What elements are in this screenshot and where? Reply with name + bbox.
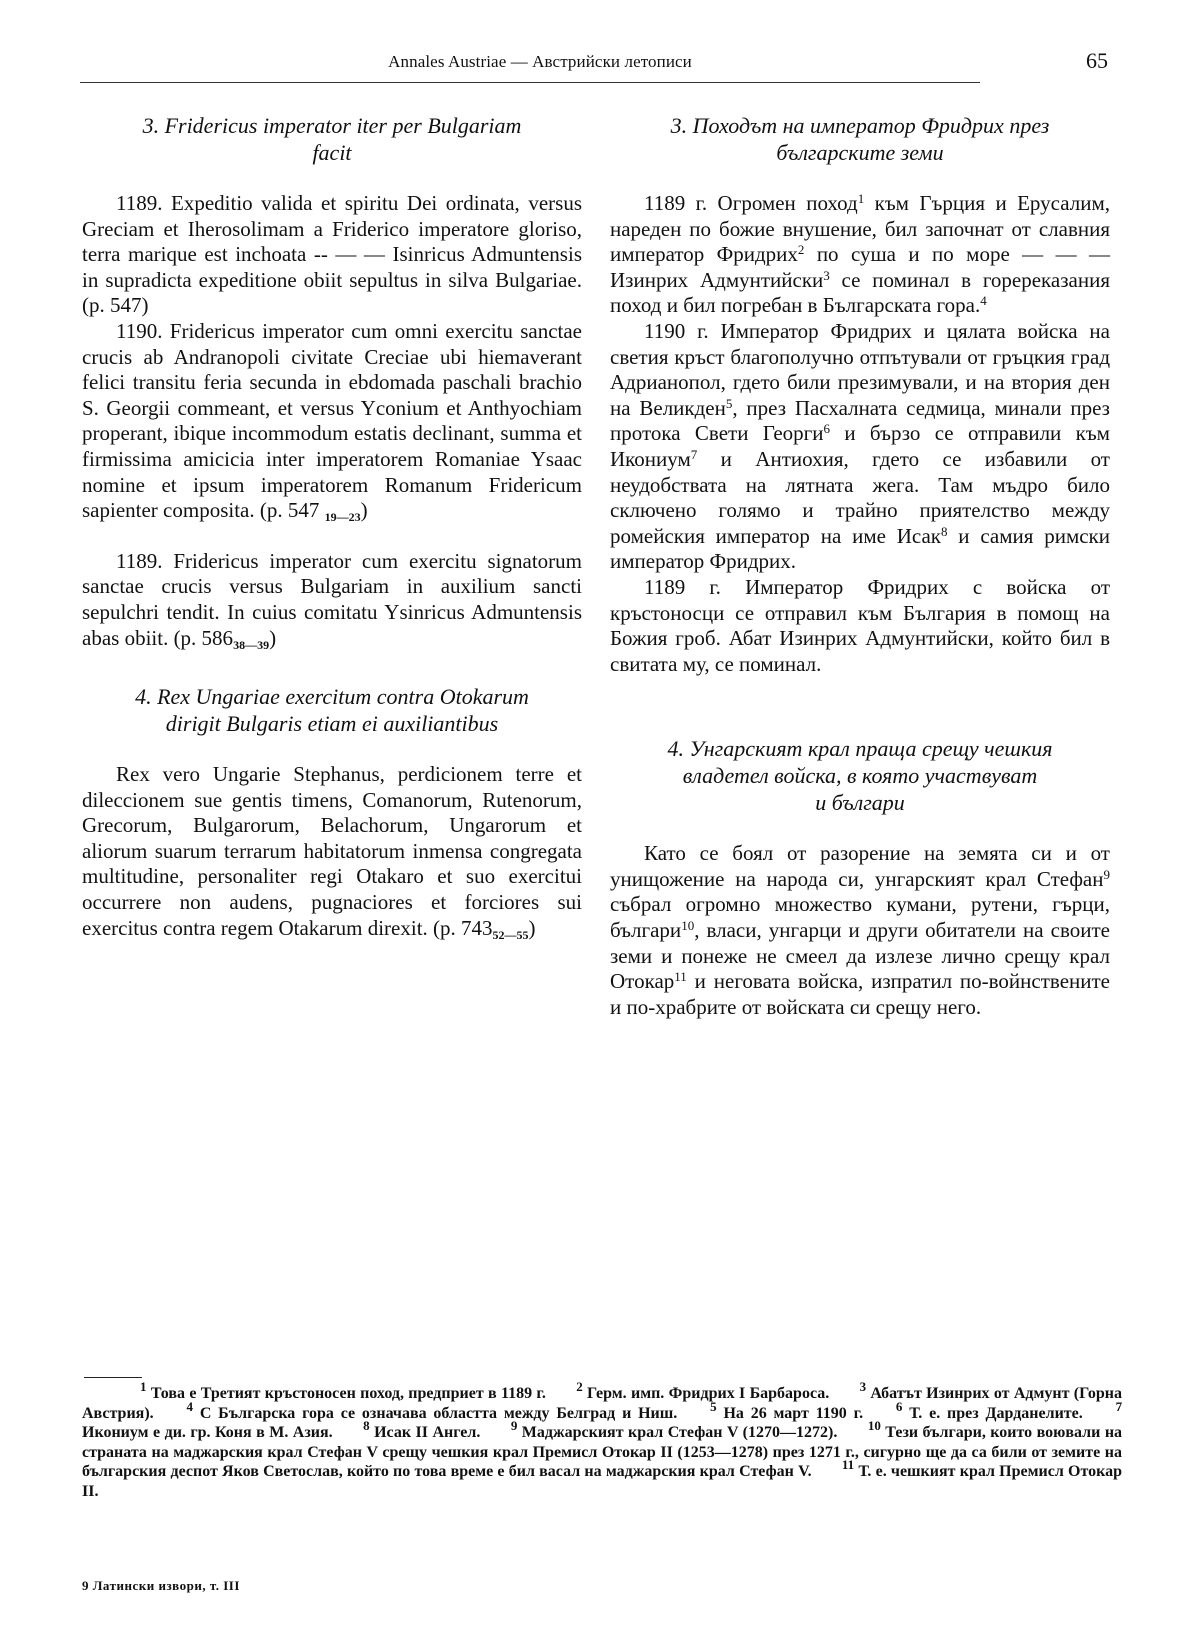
footnote-ref[interactable]: 10 (681, 918, 695, 934)
bulgarian-entry-1190: 1190 г. Император Фридрих и цялата войска на светия кръст благополучно отпътували от гръцкия град Адрианопол, гдето били презимували, и на втория ден на Великден$^5$, през Пасхалната седмица, минали през протока Свети Георги$^6$ и бързо се отправили към Икониум$^7$ и Антиохия, гдето се избавили от неудобствата на лятната жега. Там мъдро било сключено голямо и трайно приятелство между ромейския император на име Исак$^8$ и самия римски император Фридрих. (610, 318, 1110, 574)
running-title: Annales Austriae — Австрийски летописи (388, 52, 692, 71)
footnote-ref[interactable]: 4 (980, 293, 987, 309)
latin-entry-rex-vero: Rex vero Ungarie Stephanus, perdicionem terre et dileccionem sue gentis timens, Comanorum, Rutenorum, Grecorum, Bulgarorum, Belachorum, Ungarorum et aliorum suarum terrarum habitatorum inmensa congregata multitudine, personaliter regi Otakaro et suo exercitui occurrere non audens, pugnaciores et forciores sui exercitus contra regem Otakarum direxit. (p. $743_{52—55}$) (82, 762, 582, 942)
line-ref: 19—23 (324, 510, 361, 525)
bulgarian-entry-1189-b: 1189 г. Император Фридрих с войска от кръстоносци се отправил към България в помощ на Божия гроб. Абат Изинрих Адмунтийски, който бил в свитата му, се поминал. (610, 574, 1110, 676)
footnotes-text (82, 1379, 1123, 1501)
footnote-ref[interactable]: 6 (823, 421, 830, 437)
latin-entry-1189-b: 1189. Fridericus imperator cum exercitu signatorum sanctae crucis versus Bulgariam in auxilium sancti sepulchri tendit. In cuius comitatu Ysinricus Admuntensis abas obiit. (p. $586_{38—39}$) (82, 548, 582, 652)
footnote-rule (84, 1377, 142, 1378)
page-number: 65 (1086, 48, 1108, 73)
heading-line: владетел войска, в която участвуват (682, 763, 1038, 789)
heading-line: facit (312, 140, 352, 165)
bulgarian-section-4-heading (610, 735, 1110, 816)
bulgarian-section-3-heading (610, 112, 1110, 166)
heading-line: dirigit Bulgaris etiam ei auxiliantibus (165, 711, 499, 737)
line-ref: 52—55 (492, 927, 529, 942)
latin-entry-1190: 1190. Fridericus imperator cum omni exercitu sanctae crucis ab Andranopoli civitate Creciae ubi hiemaverant felici transitu feria secunda in ebdomada paschali brachio S. Georgii commeant, et versus Yconium et Anthyochiam properant, ibique incommodum estatis declinant, summa et firmissima amicicia inter imperatorem Romaniae Ysaac nomine et ipsum imperatorem Romanum Fridericum sapienter composita. (p. 547 $_{19—23}$) (82, 318, 582, 525)
heading-line: 3. Походът на император Фридрих през (670, 113, 1050, 138)
bulgarian-entry-1189-a: 1189 г. Огромен поход$^1$ към Гърция и Ерусалим, нареден по божие внушение, бил започнат от славния император Фридрих$^2$ по суша и по море — — — Изинрих Адмунтийски$^3$ се поминал в горереказания поход и бил погребан в Българската гора.$^4$ (610, 191, 1111, 318)
heading-line: 3. Fridericus imperator iter per Bulgariam (142, 113, 522, 138)
footnote-ref[interactable]: 5 (725, 395, 733, 411)
footnote-ref[interactable]: 9 (1103, 866, 1110, 882)
footnote-ref[interactable]: 2 (797, 242, 805, 258)
footnote: $^2$ Герм. имп. Фридрих I Барбароса. (576, 1379, 830, 1402)
heading-line: 4. Унгарският крал праща срещу чешкия (667, 736, 1053, 762)
heading-line: и българи (815, 790, 905, 816)
footnote: $^5$ На 26 март 1190 г. (710, 1398, 864, 1422)
bulgarian-entry-kato: Като се боял от разорение на земята си и от унищожение на народа си, унгарският крал Стефан$^9$ събрал огромно множество кумани, рутени, гърци, българи$^{10}$, власи, унгарци и други обитатели на своите земи и понеже не смеел да излезе лично срещу крал Отокар$^{11}$ и неговата войска, изпратил по-войнствените и по-храбрите от войската си срещу него. (610, 841, 1110, 1019)
heading-line: българските земи (776, 140, 944, 165)
footnote: $^7$ Икониум е ди. гр. Коня в М. Азия. (82, 1398, 1123, 1441)
line-ref: 38—39 (233, 637, 270, 652)
footnote-ref[interactable]: 7 (690, 446, 698, 462)
footnote: $^8$ Исак II Ангел. (363, 1418, 481, 1441)
footnote: $^{10}$ Тези българи, които воювали на страната на маджарския крал Стефан V срещу чешкия крал Премисл Отокар II (1253—1278) през 1271 г., сигурно ще да са били от земите на българския деспот Яков Светослав, който по това време е бил васал на маджарския крал Стефан V. (82, 1418, 1123, 1480)
latin-entry-1189-a: 1189. Expeditio valida et spiritu Dei ordinata, versus Greciam et Iherosolimam a Friderico imperatore gloriso, terra marique est inchoata -- — — Isinricus Admuntensis in supradicta expeditione obiit sepultus in silva Bulgariae. (p. 547) (82, 191, 582, 318)
footnote: $^6$ Т. е. през Дарданелите. (895, 1398, 1083, 1422)
footnote-ref[interactable]: 8 (941, 523, 948, 539)
footnote: $^9$ Маджарският крал Стефан V (1270—1272). (510, 1418, 838, 1441)
footnotes (82, 1379, 1123, 1501)
printer-signature: 9 Латински извори, т. III (82, 1578, 240, 1593)
footnote: $^{11}$ Т. е. чешкият крал Премисл Отокар II. (82, 1457, 1122, 1500)
footnote: $^1$ Това е Третият кръстоносен поход, предприет в 1189 г. (140, 1379, 546, 1402)
header-rule (80, 82, 980, 83)
latin-section-4-heading (82, 683, 582, 737)
footnote-ref[interactable]: 11 (674, 969, 687, 985)
footnote-ref[interactable]: 3 (823, 267, 830, 283)
running-head (80, 48, 1120, 78)
bulgarian-column (610, 112, 1110, 1020)
footnote: $^4$ С Българска гора се означава областта между Белград и Ниш. (186, 1398, 678, 1422)
footnote-ref[interactable]: 1 (857, 191, 865, 206)
latin-section-3-heading (82, 112, 582, 166)
heading-line: 4. Rex Ungariae exercitum contra Otokarum (135, 684, 529, 710)
footnote: $^3$ Абатът Изинрих от Адмунт (Горна Австрия). (82, 1379, 1123, 1422)
latin-column (82, 112, 582, 941)
